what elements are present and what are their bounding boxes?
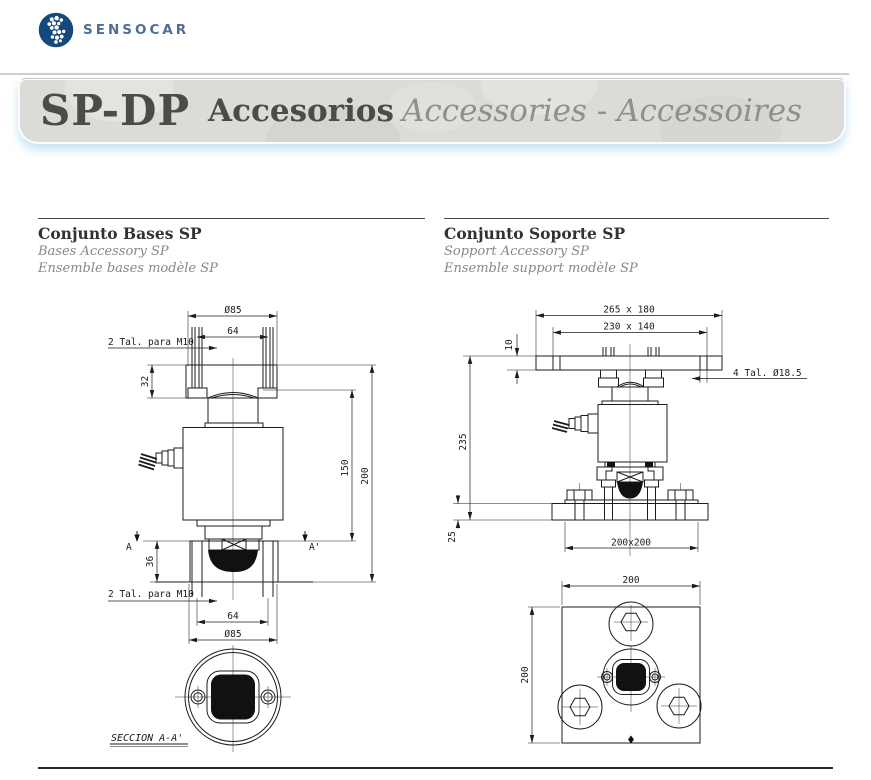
right-subheading-fr: Ensemble support modèle SP <box>444 260 638 276</box>
footer-rule <box>38 767 833 769</box>
sensocar-logo <box>38 12 189 48</box>
dim-plan-height: 200 <box>520 666 531 684</box>
section-marker-a: A <box>126 542 132 553</box>
label-tapped-top: 2 Tal. para M10 <box>108 337 194 348</box>
banner-title-translations: Accessories - Accessoires <box>401 92 802 129</box>
right-column-heading <box>444 224 638 277</box>
dim-base-plate: 200x200 <box>610 537 652 549</box>
banner-top-rule <box>0 73 849 75</box>
label-tapped-bottom: 2 Tal. para M10 <box>108 589 194 600</box>
banner-title-es: Accesorios <box>208 92 394 129</box>
dim-width-top: 64 <box>227 326 239 337</box>
dim-base-thickness: 36 <box>145 555 156 568</box>
label-holes: 4 Tal. Ø18.5 <box>733 368 802 379</box>
right-subheading-en: Sopport Accessory SP <box>444 244 589 259</box>
right-column-rule <box>444 218 829 219</box>
sensocar-logo-icon <box>38 12 74 48</box>
banner-titles <box>208 93 802 129</box>
drawing-bases-sp <box>95 300 385 770</box>
dim-width-bottom: 64 <box>227 611 239 622</box>
drawing-soporte-sp <box>445 300 835 770</box>
dim-plate-outer: 265 x 180 <box>603 304 655 316</box>
dim-diameter-bottom: Ø85 <box>224 629 242 640</box>
right-heading: Conjunto Soporte SP <box>444 224 626 243</box>
cable-hatch <box>139 454 158 470</box>
brand-name: SENSOCAR <box>83 22 190 38</box>
extension-lines <box>453 310 722 743</box>
left-subheading-en: Bases Accessory SP <box>38 244 169 259</box>
dim-plate-thickness: 10 <box>504 339 515 351</box>
left-column-rule <box>38 218 425 219</box>
section-marker-a-prime: A' <box>309 542 321 553</box>
model-title: SP-DP <box>40 86 191 135</box>
dim-diameter-top: Ø85 <box>224 305 242 316</box>
left-heading: Conjunto Bases SP <box>38 224 202 243</box>
section-label: SECCION A-A' <box>111 733 184 744</box>
dim-total-height: 235 <box>458 433 469 451</box>
left-column-heading <box>38 224 218 277</box>
dim-plate-thickness: 32 <box>140 375 151 388</box>
dim-base-thickness: 25 <box>447 531 458 543</box>
dim-plan-width: 200 <box>622 575 640 586</box>
dim-plate-holes: 230 x 140 <box>603 321 655 333</box>
left-subheading-fr: Ensemble bases modèle SP <box>38 260 218 276</box>
cable-hatch <box>552 421 569 432</box>
dim-height-inner: 150 <box>340 459 351 477</box>
header-banner <box>18 78 846 144</box>
dim-height-outer: 200 <box>360 467 371 485</box>
